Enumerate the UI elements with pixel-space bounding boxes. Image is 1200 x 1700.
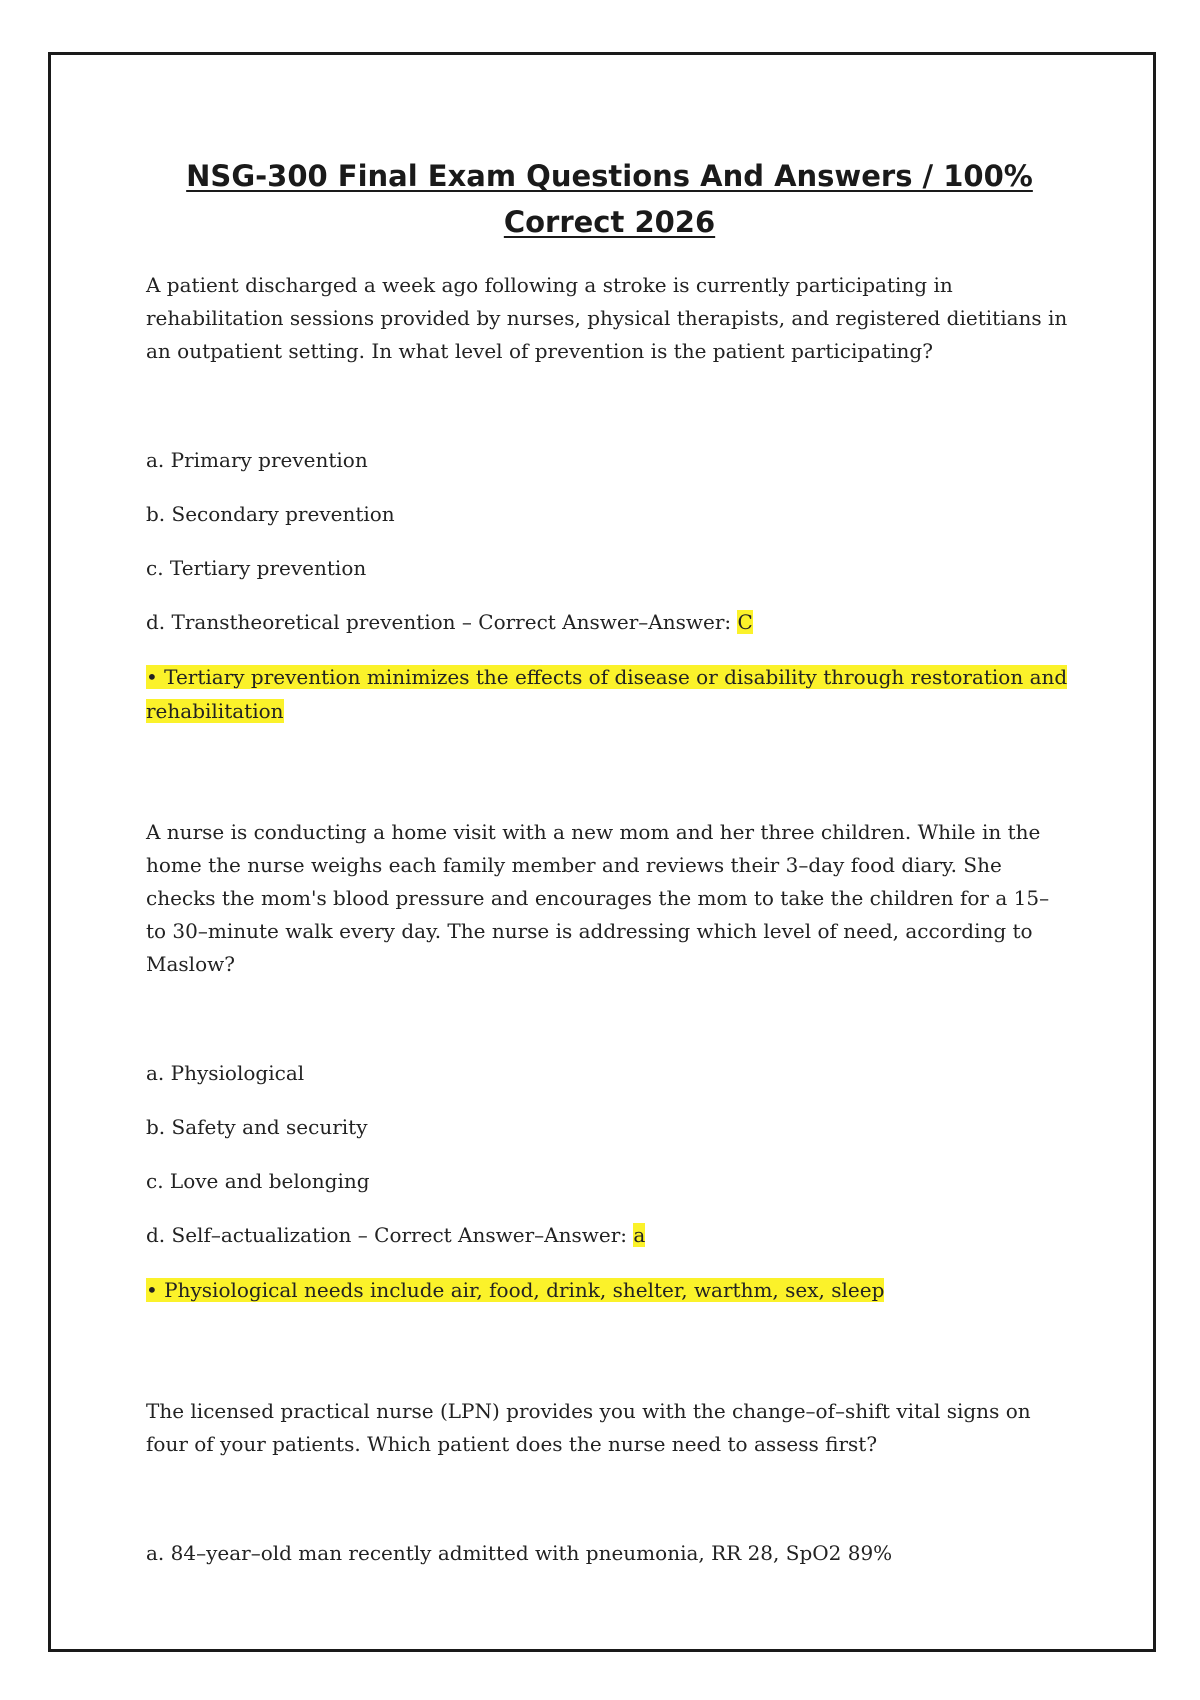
question-1-answer: C bbox=[737, 610, 753, 634]
question-3-stem: The licensed practical nurse (LPN) provides you with the change–of–shift vital signs on four of your patients. Which patient does the nurse need to assess first? bbox=[146, 1399, 1031, 1456]
question-3 bbox=[146, 1395, 1073, 1570]
question-2 bbox=[146, 816, 1073, 1307]
question-1-rationale bbox=[146, 660, 1073, 728]
question-1-rationale-text: • Tertiary prevention minimizes the effects of disease or disability through restoration and rehabilitation bbox=[146, 665, 1068, 723]
question-1-option-d-text: d. Transtheoretical prevention – Correct Answer–Answer: bbox=[146, 610, 738, 634]
document-title: NSG-300 Final Exam Questions And Answers / 100% Correct 2026 bbox=[186, 159, 1033, 239]
question-1-option-d bbox=[146, 606, 1073, 639]
question-1-option-a: a. Primary prevention bbox=[146, 448, 368, 472]
document-content bbox=[146, 153, 1073, 1591]
question-2-option-c: c. Love and belonging bbox=[146, 1169, 370, 1193]
question-2-option-d-text: d. Self–actualization – Correct Answer–Answer: bbox=[146, 1223, 634, 1247]
question-1 bbox=[146, 269, 1073, 728]
question-2-option-b: b. Safety and security bbox=[146, 1115, 368, 1139]
question-2-rationale bbox=[146, 1273, 1073, 1307]
question-3-option-a: a. 84–year–old man recently admitted with pneumonia, RR 28, SpO2 89% bbox=[146, 1541, 893, 1565]
question-2-option-a: a. Physiological bbox=[146, 1061, 305, 1085]
question-1-option-b: b. Secondary prevention bbox=[146, 502, 395, 526]
question-2-option-d bbox=[146, 1219, 1073, 1252]
document-page bbox=[48, 52, 1156, 1652]
question-1-stem: A patient discharged a week ago following a stroke is currently participating in rehabilitation sessions provided by nurses, physical therapists, and registered dietitians in an outpatient setting. In what level of prevention is the patient participating? bbox=[146, 273, 1068, 363]
question-2-stem: A nurse is conducting a home visit with a new mom and her three children. While in the home the nurse weighs each family member and reviews their 3–day food diary. She checks the mom's blood pressure and encourages the mom to take the children for a 15– to 30–minute walk every day. The nurse is addressing which level of need, according to Maslow? bbox=[146, 820, 1050, 976]
question-2-answer: a bbox=[633, 1223, 646, 1247]
question-1-option-c: c. Tertiary prevention bbox=[146, 556, 367, 580]
question-2-rationale-text: • Physiological needs include air, food, drink, shelter, warthm, sex, sleep bbox=[146, 1278, 885, 1302]
